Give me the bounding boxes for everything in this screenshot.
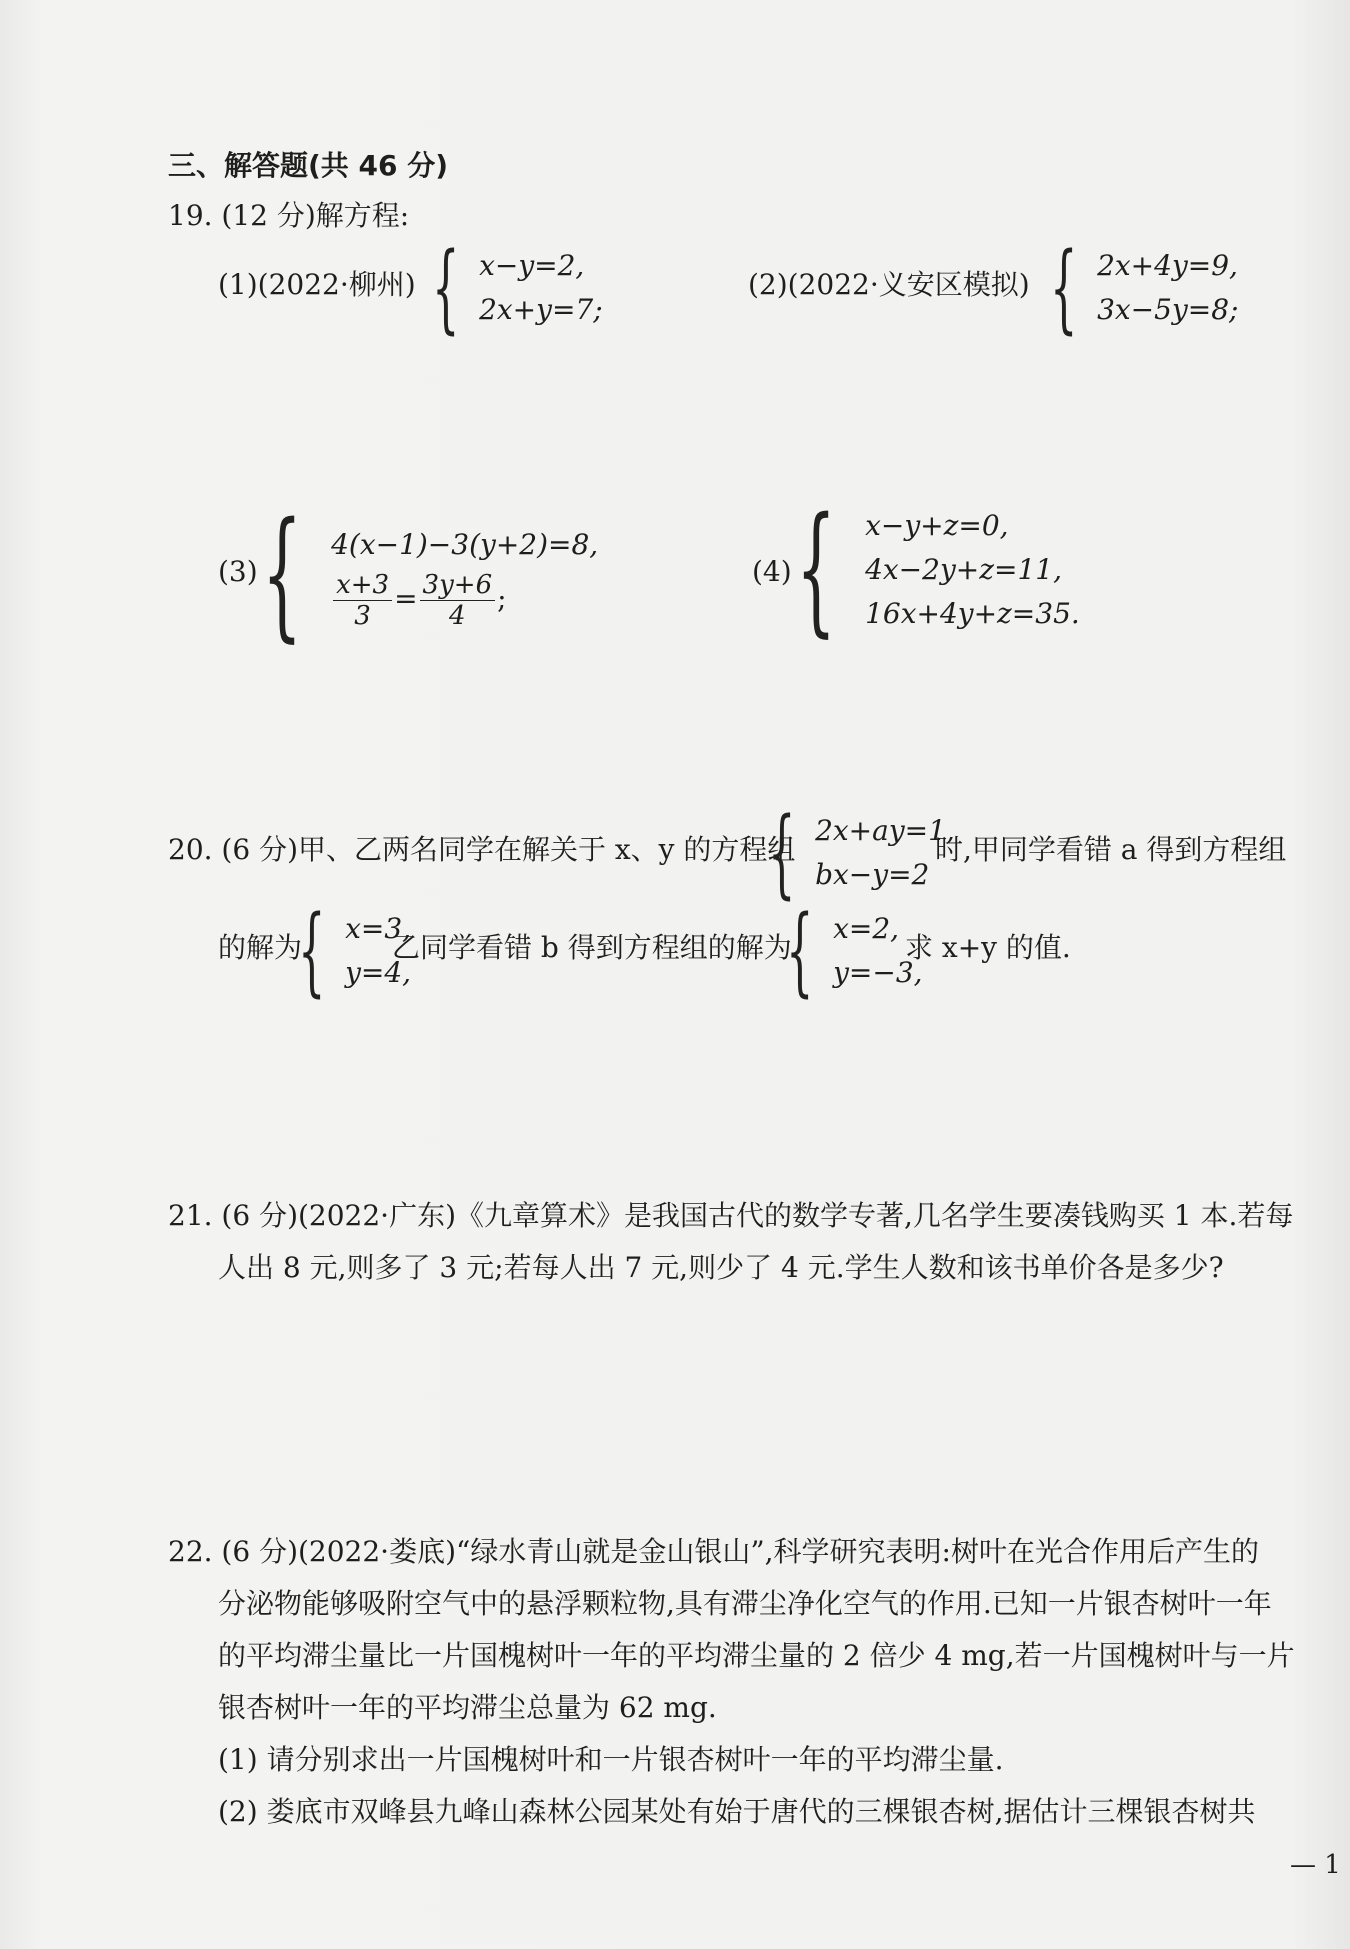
- fraction-equation: [331, 570, 598, 631]
- equation: y=−3,: [833, 956, 923, 989]
- equation: x=2,: [833, 912, 900, 945]
- q19-stem: 19. (12 分)解方程:: [168, 199, 410, 232]
- q20-tail: 时,甲同学看错 a 得到方程组: [935, 833, 1287, 866]
- fraction: [420, 570, 496, 631]
- equation: x−y=2,: [479, 249, 585, 282]
- q19-p3-label: (3): [218, 555, 258, 588]
- q22-line3: 的平均滞尘量比一片国槐树叶一年的平均滞尘量的 2 倍少 4 mg,若一片国槐树叶与一片: [218, 1639, 1295, 1672]
- q20-lead: 20. (6 分)甲、乙两名同学在解关于 x、y 的方程组: [168, 833, 796, 866]
- q20-line2-b: 乙同学看错 b 得到方程组的解为: [392, 931, 792, 964]
- numerator: 3y+6: [420, 570, 496, 601]
- equation: x−y+z=0,: [865, 509, 1009, 542]
- left-brace: {: [262, 493, 303, 656]
- q19-p3-system: [262, 493, 599, 656]
- q20-system: [768, 797, 955, 909]
- page-number: — 1: [1290, 1850, 1341, 1880]
- equation: 2x+ay=1,: [815, 814, 955, 847]
- q21-line1: 21. (6 分)(2022·广东)《九章算术》是我国古代的数学专著,几名学生要凑钱购买 1 本.若每: [168, 1199, 1294, 1232]
- q21-line2: 人出 8 元,则多了 3 元;若每人出 7 元,则少了 4 元.学生人数和该书单价各是多少?: [218, 1251, 1224, 1284]
- q19-p1-system: [432, 232, 603, 344]
- denominator: 4: [449, 600, 466, 631]
- left-brace: {: [432, 232, 460, 344]
- q22-line4: 银杏树叶一年的平均滞尘总量为 62 mg.: [218, 1691, 717, 1724]
- equation: 3x−5y=8;: [1097, 293, 1239, 326]
- q19-p4-system: [796, 488, 1080, 651]
- punctuation: ;: [497, 581, 507, 615]
- q20-line2-a: 的解为: [218, 931, 303, 964]
- q19-p4-label: (4): [752, 555, 792, 588]
- q19-p2-system: [1050, 232, 1239, 344]
- q19-p1-label: (1)(2022·柳州): [218, 268, 416, 301]
- numerator: x+3: [333, 570, 392, 601]
- q20-solution-2: [786, 895, 923, 1007]
- q22-sub1: (1) 请分别求出一片国槐树叶和一片银杏树叶一年的平均滞尘量.: [218, 1743, 1004, 1776]
- denominator: 3: [354, 600, 371, 631]
- equation: y=4,: [345, 956, 412, 989]
- section-title: 三、解答题(共 46 分): [168, 149, 449, 182]
- left-brace: {: [796, 488, 837, 651]
- q22-line2: 分泌物能够吸附空气中的悬浮颗粒物,具有滞尘净化空气的作用.已知一片银杏树叶一年: [218, 1587, 1272, 1620]
- fraction: [333, 570, 392, 631]
- equals-sign: =: [394, 581, 418, 615]
- q22-sub2: (2) 娄底市双峰县九峰山森林公园某处有始于唐代的三棵银杏树,据估计三棵银杏树共: [218, 1795, 1256, 1828]
- equation: 4(x−1)−3(y+2)=8,: [331, 527, 599, 561]
- equation: 4x−2y+z=11,: [865, 553, 1062, 586]
- left-brace: {: [298, 895, 326, 1007]
- q22-line1: 22. (6 分)(2022·娄底)“绿水青山就是金山银山”,科学研究表明:树叶在光合作用后产生的: [168, 1535, 1259, 1568]
- equation: 2x+4y=9,: [1097, 249, 1238, 282]
- equation: bx−y=2: [815, 858, 930, 891]
- equation: 2x+y=7;: [479, 293, 603, 326]
- left-brace: {: [768, 797, 796, 909]
- left-brace: {: [1050, 232, 1078, 344]
- left-brace: {: [786, 895, 814, 1007]
- q19-p2-label: (2)(2022·义安区模拟): [748, 268, 1030, 301]
- equation: 16x+4y+z=35.: [865, 597, 1080, 630]
- q20-line2-c: 求 x+y 的值.: [905, 931, 1071, 964]
- equation: x=3,: [345, 912, 412, 945]
